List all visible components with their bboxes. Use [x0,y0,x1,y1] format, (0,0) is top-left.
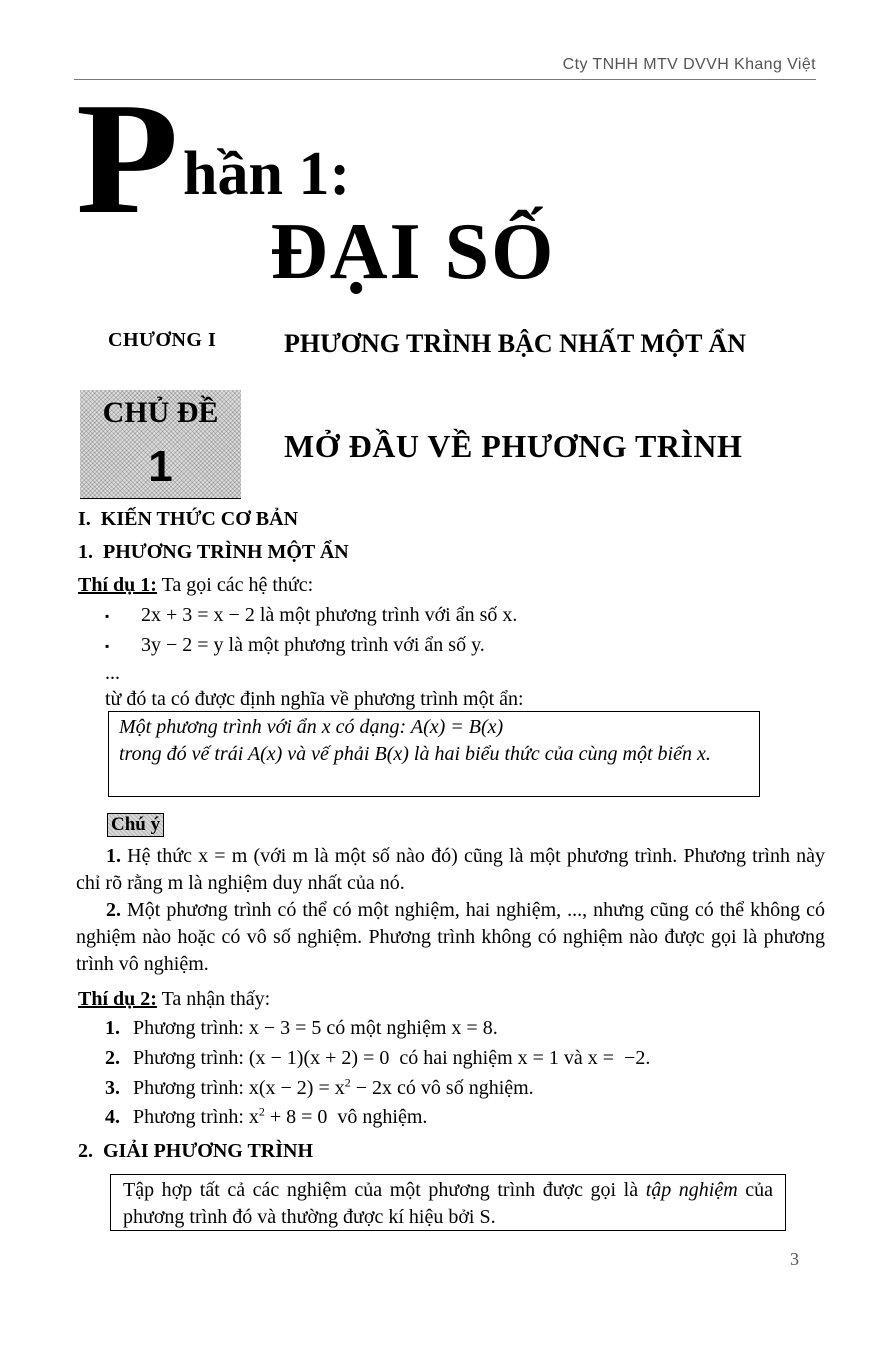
topic-label: CHỦ ĐỀ [102,396,219,429]
topic-box [80,390,241,499]
part-title: ĐẠI SỐ [270,208,556,296]
superscript: 2 [344,1075,351,1090]
item-number: 1. [105,1017,120,1039]
list-item-text: 3y − 2 = y là một phương trình với ẩn số y. [141,634,485,656]
list-item [105,1077,534,1100]
definition-box [108,711,760,797]
item-text: + 8 = 0 vô nghiệm. [264,1106,428,1128]
subsection-heading: 1. PHƯƠNG TRÌNH MỘT ẨN [78,541,349,563]
example-2-intro [78,986,270,1013]
example-1-intro-text: Ta gọi các hệ thức: [156,574,314,596]
topic-number: 1 [148,442,173,491]
example-1-conclusion: từ đó ta có được định nghĩa về phương trình một ẩn: [105,688,524,710]
list-item [105,1017,498,1040]
solution-set-box [110,1174,786,1231]
item-text: Phương trình: x [133,1106,259,1128]
note-1-text: Hệ thức x = m (với m là một số nào đó) cũng là một phương trình. Phương trình này chỉ rõ rằng m là nghiệm duy nhất của nó. [76,845,825,895]
example-1-label: Thí dụ 1: [78,574,157,596]
item-number: 4. [105,1106,120,1128]
list-item [105,1106,427,1129]
list-item [105,632,485,659]
list-item [105,602,517,629]
ellipsis: ... [105,662,120,684]
solution-set-text: của phương trình đó và thường được kí hiệu bởi S. [123,1179,774,1228]
example-1-intro [78,572,313,599]
definition-line-1: Một phương trình với ẩn x có dạng: A(x) = B(x) [119,716,504,738]
item-text: Phương trình: x − 3 = 5 có một nghiệm x = 8. [133,1017,498,1039]
item-text: − 2x có vô số nghiệm. [350,1077,534,1099]
item-number: 3. [105,1077,120,1099]
item-text: Phương trình: (x − 1)(x + 2) = 0 có hai nghiệm x = 1 và x = −2. [133,1047,651,1069]
page-header: Cty TNHH MTV DVVH Khang Việt [562,56,816,73]
header-rule [74,79,816,80]
solution-set-text: Tập hợp tất cả các nghiệm của một phương trình được gọi là [123,1179,646,1201]
note-paragraph-2 [76,897,825,979]
chapter-label: CHƯƠNG I [108,329,217,351]
note-2-text: Một phương trình có thể có một nghiệm, hai nghiệm, ..., nhưng cũng có thể không có nghiệm nào hoặc có vô số nghiệm. Phương trình không có nghiệm nào được gọi là phương trình vô nghiệm. [76,899,825,976]
topic-title: MỞ ĐẦU VỀ PHƯƠNG TRÌNH [284,428,743,464]
subsection-heading-2: 2. GIẢI PHƯƠNG TRÌNH [78,1140,314,1162]
chapter-title: PHƯƠNG TRÌNH BẬC NHẤT MỘT ẨN [284,329,747,358]
bullet-icon: ▪ [105,639,110,654]
note-paragraph-1 [76,843,825,897]
section-heading: I. KIẾN THỨC CƠ BẢN [78,508,299,530]
superscript: 2 [258,1104,265,1119]
list-item-text: 2x + 3 = x − 2 là một phương trình với ẩn số x. [141,604,518,626]
item-number: 2. [105,1047,120,1069]
part-big-letter: P [76,69,175,247]
solution-set-term: tập nghiệm [645,1179,738,1201]
note-label: Chú ý [107,813,164,837]
note-1-number: 1. [106,845,121,867]
note-2-number: 2. [106,899,121,921]
part-label: hần 1: [183,140,351,208]
list-item [105,1047,650,1070]
definition-line-2: trong đó vế trái A(x) và vế phải B(x) là hai biểu thức của cùng một biến x. [119,742,711,765]
bullet-icon: ▪ [105,609,110,624]
example-2-label: Thí dụ 2: [78,988,157,1010]
item-text: Phương trình: x(x − 2) = x [133,1077,345,1099]
page-number: 3 [790,1249,799,1269]
example-2-intro-text: Ta nhận thấy: [156,988,271,1010]
